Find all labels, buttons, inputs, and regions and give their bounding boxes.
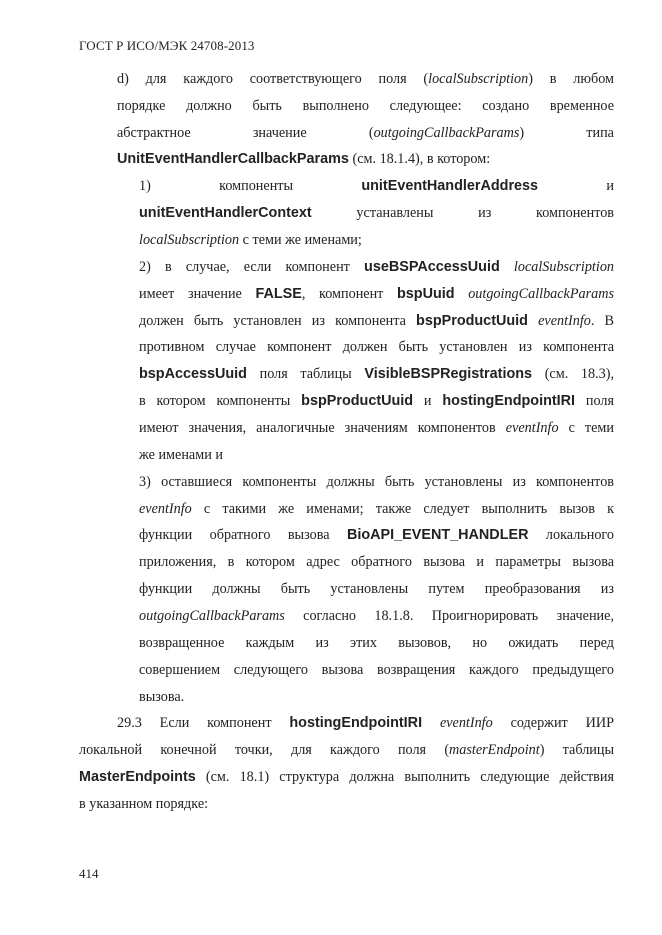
- italic-term: localSubscription: [139, 232, 240, 248]
- text-line: 2) в случае, если компонент useBSPAccessUuid localSubscription: [139, 259, 615, 275]
- text-line: локальной конечной точки, для каждого поля (masterEndpoint) таблицы: [79, 742, 614, 758]
- italic-term: outgoingCallbackParams: [468, 286, 614, 302]
- text-line: bspAccessUuid поля таблицы VisibleBSPRegistrations (см. 18.3),: [139, 366, 614, 382]
- text-line: outgoingCallbackParams согласно 18.1.8. Проигнорировать значение,: [139, 608, 614, 624]
- code-term: MasterEndpoints: [79, 769, 196, 785]
- code-term: FALSE: [255, 286, 302, 302]
- code-term: bspProductUuid: [416, 313, 528, 329]
- text-line: абстрактное значение (outgoingCallbackParams) типа: [117, 125, 614, 141]
- italic-term: outgoingCallbackParams: [373, 125, 520, 141]
- text-line: совершением следующего вызова возвращения каждого предыдущего: [139, 662, 614, 678]
- code-term: hostingEndpointIRI: [442, 393, 576, 409]
- text-line: в котором компоненты bspProductUuid и hostingEndpointIRI поля: [139, 393, 615, 409]
- text-line: функции должны быть установлены путем преобразования из: [139, 581, 614, 597]
- text-line: d) для каждого соответствующего поля (localSubscription) в любом: [117, 71, 614, 87]
- italic-term: masterEndpoint: [449, 742, 540, 758]
- italic-term: localSubscription: [513, 259, 615, 275]
- code-term: VisibleBSPRegistrations: [364, 366, 533, 382]
- italic-term: eventInfo: [139, 501, 192, 517]
- code-term: unitEventHandlerAddress: [361, 178, 539, 194]
- italic-term: eventInfo: [439, 715, 493, 731]
- italic-term: localSubscription: [428, 71, 529, 87]
- text-line: eventInfo с такими же именами; также следует выполнить вызов к: [139, 501, 614, 517]
- code-term: hostingEndpointIRI: [289, 715, 423, 731]
- code-term: BioAPI_EVENT_HANDLER: [346, 527, 529, 543]
- text-line: же именами и: [139, 447, 223, 463]
- document-header: ГОСТ Р ИСО/МЭК 24708-2013: [79, 38, 255, 53]
- text-line: 1) компоненты unitEventHandlerAddress и: [139, 178, 614, 194]
- text-line: unitEventHandlerContext устанавлены из компонентов: [139, 205, 614, 221]
- text-line: функции обратного вызова BioAPI_EVENT_HANDLER локального: [139, 527, 614, 543]
- italic-term: outgoingCallbackParams: [139, 608, 285, 624]
- text-line: 3) оставшиеся компоненты должны быть установлены из компонентов: [139, 474, 614, 490]
- text-line: имеют значения, аналогичные значениям компонентов eventInfo с теми: [139, 420, 614, 436]
- text-line: в указанном порядке:: [79, 796, 209, 812]
- italic-term: eventInfo: [505, 420, 559, 436]
- text-line: возвращенное каждым из этих вызовов, но ожидать перед: [139, 635, 614, 651]
- code-term: bspUuid: [397, 286, 455, 302]
- code-term: unitEventHandlerContext: [139, 205, 312, 221]
- text-line: приложения, в котором адрес обратного вызова и параметры вызова: [139, 554, 614, 570]
- text-line: UnitEventHandlerCallbackParams (см. 18.1.4), в котором:: [117, 151, 491, 167]
- page-number: 414: [79, 866, 99, 881]
- text-line: вызова.: [139, 689, 185, 705]
- text-line: имеет значение FALSE, компонент bspUuid outgoingCallbackParams: [139, 286, 614, 302]
- text-line: порядке должно быть выполнено следующее: создано временное: [117, 98, 614, 114]
- text-line: MasterEndpoints (см. 18.1) структура должна выполнить следующие действия: [79, 769, 614, 785]
- code-term: bspAccessUuid: [139, 366, 247, 382]
- italic-term: eventInfo: [538, 313, 591, 329]
- code-term: useBSPAccessUuid: [364, 259, 500, 275]
- text-line: противном случае компонент должен быть установлен из компонента: [139, 339, 614, 355]
- text-line: 29.3 Если компонент hostingEndpointIRI eventInfo содержит ИИР: [117, 715, 615, 731]
- text-line: должен быть установлен из компонента bspProductUuid eventInfo. В: [139, 313, 615, 329]
- code-term: bspProductUuid: [301, 393, 414, 409]
- text-line: localSubscription с теми же именами;: [139, 232, 362, 248]
- code-term: UnitEventHandlerCallbackParams: [117, 151, 349, 167]
